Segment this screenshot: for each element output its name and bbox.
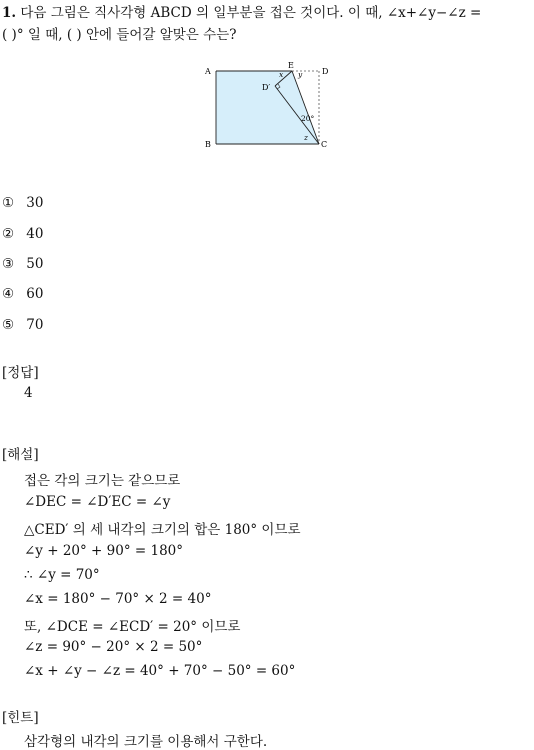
question-text-2: ( )° 일 때, ( ) 안에 들어갈 알맞은 수는? <box>2 27 237 43</box>
answer-label: [정답] <box>2 365 39 381</box>
label-z: z <box>304 133 308 142</box>
explanation-line: ∠y + 20° + 90° = 180° <box>24 543 183 559</box>
choice-5[interactable] <box>2 317 43 333</box>
label-A: A <box>205 67 211 76</box>
choice-value: 50 <box>26 256 44 272</box>
label-C: C <box>321 140 328 149</box>
label-angle-20: 20° <box>301 114 315 123</box>
explanation-line: △CED′ 의 세 내각의 크기의 합은 180° 이므로 <box>24 522 301 538</box>
label-D-prime: D′ <box>262 83 271 92</box>
question-text-1: 다음 그림은 직사각형 ABCD 의 일부분을 접은 것이다. 이 때, ∠x+∠y−∠z = <box>20 5 482 21</box>
choice-value: 70 <box>26 317 44 333</box>
answer-value: 4 <box>24 385 33 401</box>
explanation-line: ∠z = 90° − 20° × 2 = 50° <box>24 639 203 655</box>
explanation-line: 접은 각의 크기는 같으므로 <box>24 473 181 489</box>
choice-2[interactable] <box>2 226 43 242</box>
choice-number: ④ <box>2 286 15 302</box>
choice-number: ③ <box>2 256 15 272</box>
explanation-label: [해설] <box>2 447 39 463</box>
question-number: 1. <box>2 5 17 21</box>
hint-label: [힌트] <box>2 710 39 726</box>
choice-number: ⑤ <box>2 317 15 333</box>
explanation-line: ∴ ∠y = 70° <box>24 567 100 583</box>
explanation-line: ∠x = 180° − 70° × 2 = 40° <box>24 591 212 607</box>
choice-value: 40 <box>26 226 44 242</box>
label-y: y <box>298 70 303 79</box>
choice-value: 30 <box>26 195 44 211</box>
choice-value: 60 <box>26 286 44 302</box>
choice-number: ① <box>2 195 15 211</box>
choice-1[interactable] <box>2 195 43 211</box>
question-line-1 <box>2 1 481 21</box>
explanation-line: 또, ∠DCE = ∠ECD′ = 20° 이므로 <box>24 619 241 635</box>
explanation-line: ∠x + ∠y − ∠z = 40° + 70° − 50° = 60° <box>24 663 296 679</box>
label-D: D <box>322 67 329 76</box>
label-x: x <box>279 70 284 79</box>
choice-4[interactable] <box>2 286 43 302</box>
hint-text: 삼각형의 내각의 크기를 이용해서 구한다. <box>24 734 268 750</box>
label-E: E <box>288 61 294 70</box>
rectangle-fold-figure <box>200 60 340 155</box>
explanation-line: ∠DEC = ∠D′EC = ∠y <box>24 494 171 510</box>
choice-number: ② <box>2 226 15 242</box>
choice-3[interactable] <box>2 256 43 272</box>
label-B: B <box>205 140 211 149</box>
